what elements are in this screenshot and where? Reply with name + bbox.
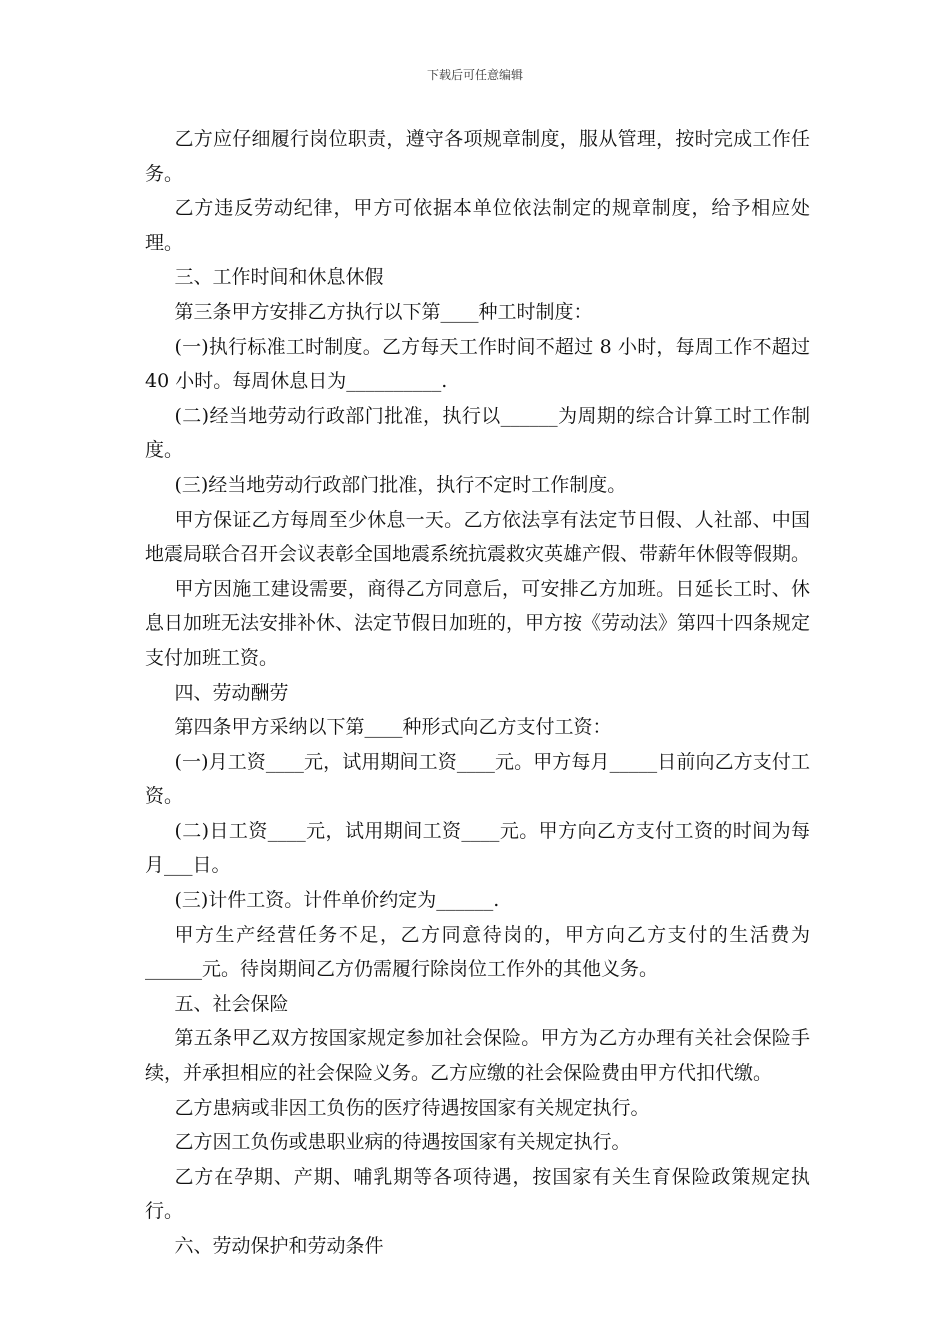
paragraph: (三)经当地劳动行政部门批准，执行不定时工作制度。	[174, 473, 627, 496]
paragraph: (一)执行标准工时制度。乙方每天工作时间不超过 8 小时，每周工作不超过 40 小时。每周休息日为__________.	[145, 335, 810, 393]
section-heading: 四、劳动酬劳	[174, 681, 289, 704]
paragraph: (二)经当地劳动行政部门批准，执行以______为周期的综合计算工时工作制度。	[145, 404, 810, 462]
paragraph: 乙方患病或非因工负伤的医疗待遇按国家有关规定执行。	[174, 1096, 650, 1119]
paragraph: 甲方因施工建设需要，商得乙方同意后，可安排乙方加班。日延长工时、休息日加班无法安排补休、法定节假日加班的，甲方按《劳动法》第四十四条规定支付加班工资。	[145, 577, 811, 669]
paragraph: 乙方应仔细履行岗位职责，遵守各项规章制度，服从管理，按时完成工作任务。	[145, 128, 810, 185]
section-heading: 三、工作时间和休息休假	[174, 266, 384, 289]
paragraph: 第三条甲方安排乙方执行以下第____种工时制度：	[174, 300, 593, 323]
paragraph: 乙方在孕期、产期、哺乳期等各项待遇，按国家有关生育保险政策规定执行。	[145, 1165, 810, 1223]
document-body	[145, 122, 810, 1264]
paragraph: 乙方因工负伤或患职业病的待遇按国家有关规定执行。	[174, 1131, 631, 1154]
paragraph: 甲方保证乙方每周至少休息一天。乙方依法享有法定节日假、人社部、中国地震局联合召开会议表彰全国地震系统抗震救灾英雄产假、带薪年休假等假期。	[145, 508, 811, 566]
paragraph: 乙方违反劳动纪律，甲方可依据本单位依法制定的规章制度，给予相应处理。	[145, 197, 810, 254]
page-header-note: 下载后可任意编辑	[426, 68, 523, 82]
paragraph: 甲方生产经营任务不足，乙方同意待岗的，甲方向乙方支付的生活费为______元。待岗期间乙方仍需履行除岗位工作外的其他义务。	[145, 923, 810, 981]
paragraph: (一)月工资____元，试用期间工资____元。甲方每月_____日前向乙方支付工资。	[145, 750, 810, 808]
paragraph: (二)日工资____元，试用期间工资____元。甲方向乙方支付工资的时间为每月___日。	[145, 819, 810, 877]
paragraph: 第四条甲方采纳以下第____种形式向乙方支付工资：	[174, 716, 612, 739]
paragraph: 第五条甲乙双方按国家规定参加社会保险。甲方为乙方办理有关社会保险手续，并承担相应的社会保险义务。乙方应缴的社会保险费由甲方代扣代缴。	[145, 1027, 810, 1085]
section-heading: 五、社会保险	[174, 992, 289, 1015]
paragraph: (三)计件工资。计件单价约定为______.	[174, 889, 500, 912]
section-heading: 六、劳动保护和劳动条件	[174, 1235, 384, 1257]
